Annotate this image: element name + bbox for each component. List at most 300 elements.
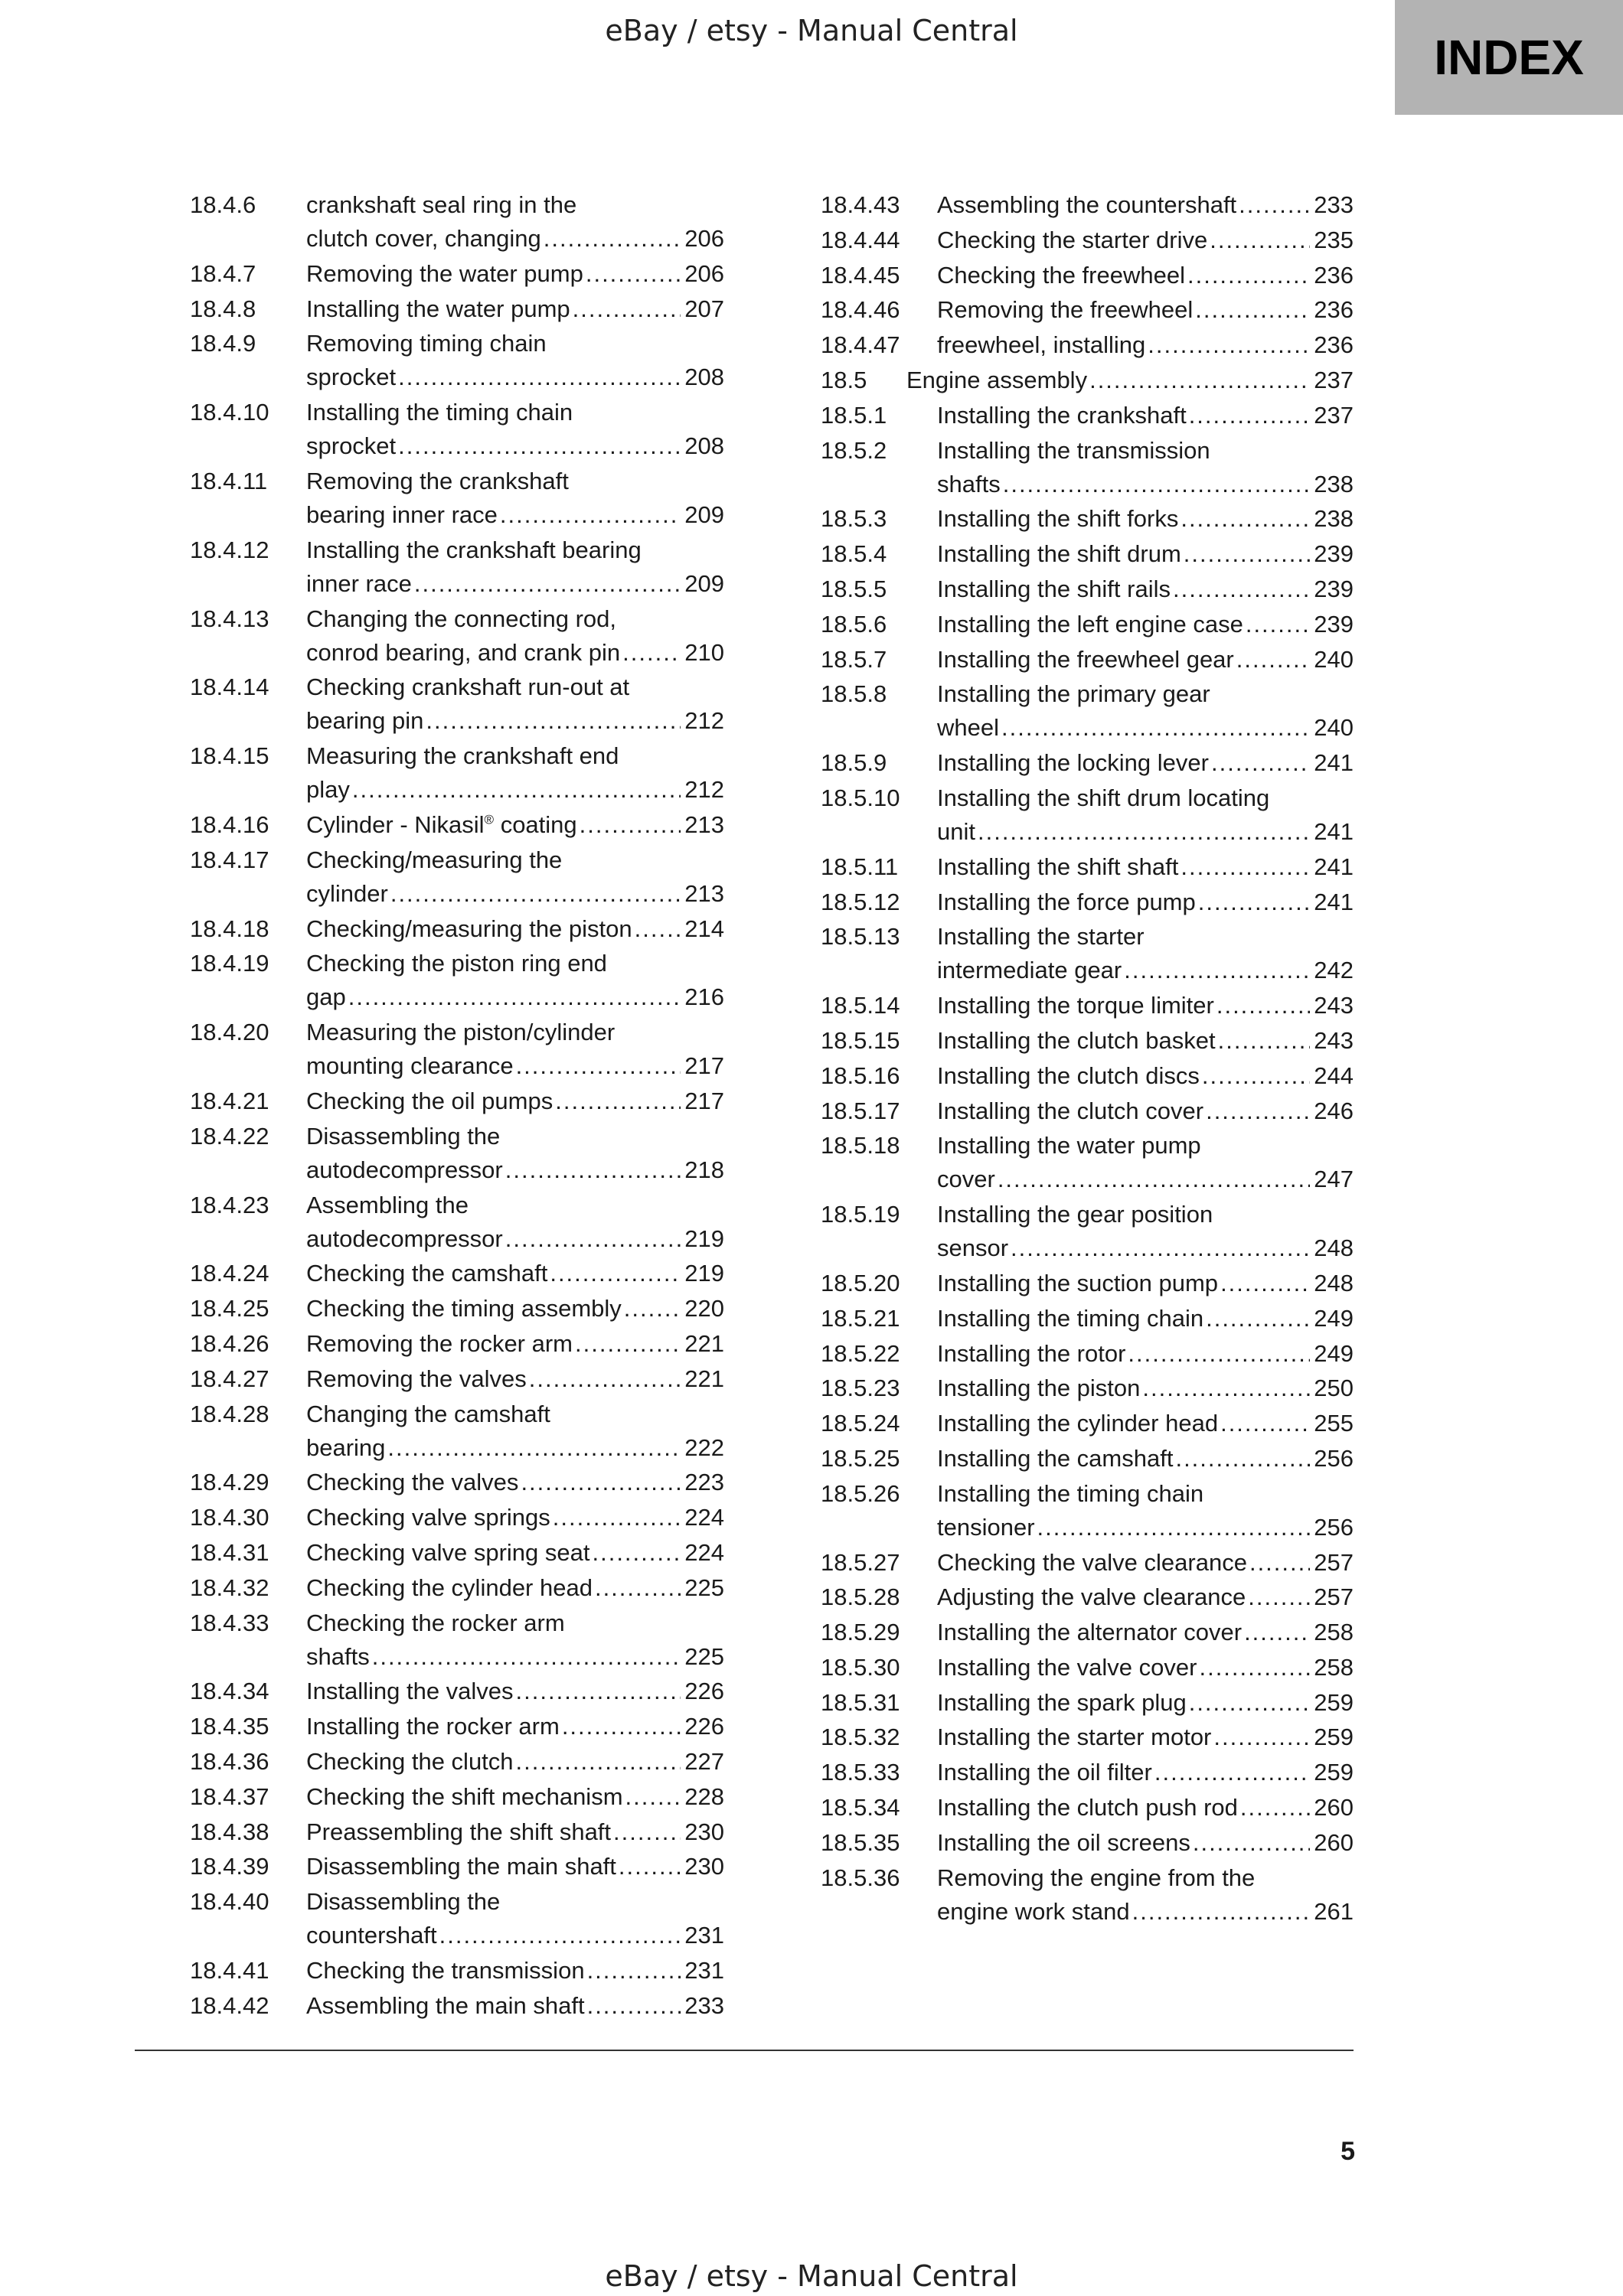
toc-entry[interactable] <box>821 1337 1354 1371</box>
toc-entry-line <box>937 1756 1354 1789</box>
toc-entry[interactable] <box>821 399 1354 432</box>
toc-entry-line <box>937 1231 1354 1265</box>
toc-entry-number: 18.4.42 <box>190 1991 269 2019</box>
toc-entry[interactable] <box>821 1580 1354 1614</box>
toc-entry-line <box>306 292 724 326</box>
toc-entry-text: Cylinder - Nikasil® coating <box>306 810 577 838</box>
toc-entry[interactable] <box>190 533 724 601</box>
toc-entry-number: 18.4.14 <box>190 673 269 701</box>
toc-entry[interactable] <box>190 1885 724 1952</box>
dot-leader <box>1249 1546 1310 1580</box>
toc-entry-title <box>937 1337 1354 1371</box>
dot-leader <box>439 1919 681 1952</box>
toc-entry[interactable] <box>190 1327 724 1361</box>
toc-entry-number: 18.5.2 <box>821 436 887 464</box>
toc-entry[interactable] <box>821 1198 1354 1265</box>
dot-leader <box>592 1536 681 1570</box>
toc-entry-number: 18.5.15 <box>821 1026 900 1054</box>
toc-entry-page: 249 <box>1314 1339 1354 1367</box>
toc-entry-number: 18.5.11 <box>821 853 899 880</box>
toc-entry-text: Checking the rocker arm <box>306 1609 565 1636</box>
dot-leader <box>580 808 681 842</box>
dot-leader <box>1244 1616 1310 1649</box>
dot-leader <box>516 1049 681 1083</box>
toc-entry-line <box>937 1442 1354 1476</box>
toc-entry[interactable] <box>190 1501 724 1534</box>
toc-entry-page: 233 <box>684 1991 724 2019</box>
toc-entry-title <box>306 1675 724 1708</box>
toc-entry-text: freewheel, installing <box>937 331 1146 359</box>
toc-entry-number: 18.5.27 <box>821 1548 900 1576</box>
toc-entry-text: Installing the oil filter <box>937 1759 1152 1786</box>
toc-entry-line <box>306 1954 724 1988</box>
toc-entry-title <box>937 537 1354 571</box>
toc-column-right <box>821 188 1354 1929</box>
toc-entry[interactable] <box>190 1954 724 1988</box>
toc-entry-text: unit <box>937 817 975 845</box>
toc-entry-page: 240 <box>1314 714 1354 742</box>
toc-entry[interactable] <box>190 843 724 911</box>
toc-entry-line <box>306 1850 724 1883</box>
toc-entry-line <box>306 567 724 601</box>
toc-entry-line <box>306 327 724 360</box>
toc-entry-text: inner race <box>306 569 412 597</box>
toc-entry-title <box>937 1442 1354 1476</box>
toc-entry[interactable] <box>821 989 1354 1022</box>
toc-entry-number: 18.5.21 <box>821 1304 900 1332</box>
toc-entry[interactable] <box>821 1477 1354 1544</box>
toc-entry-line <box>937 328 1354 362</box>
toc-entry[interactable] <box>190 1780 724 1814</box>
toc-entry-title <box>306 1397 724 1465</box>
dot-leader <box>586 257 681 291</box>
dot-leader <box>1132 1895 1311 1929</box>
toc-entry[interactable] <box>190 1675 724 1708</box>
toc-entry-text: Disassembling the <box>306 1122 501 1150</box>
toc-entry-title <box>306 1780 724 1814</box>
toc-entry-line <box>937 188 1354 222</box>
toc-entry-number: 18.4.29 <box>190 1469 269 1496</box>
toc-entry-line <box>937 537 1354 571</box>
toc-entry-text: Installing the oil screens <box>937 1828 1190 1856</box>
toc-entry-title <box>937 1198 1354 1265</box>
toc-entry-page: 214 <box>684 915 724 942</box>
toc-entry-page: 225 <box>684 1574 724 1601</box>
toc-entry[interactable] <box>821 850 1354 884</box>
toc-entry-number: 18.5.34 <box>821 1794 900 1821</box>
toc-entry-number: 18.4.47 <box>821 331 900 359</box>
toc-entry[interactable] <box>821 188 1354 222</box>
toc-entry-title <box>306 1710 724 1743</box>
toc-entry-title <box>306 533 724 601</box>
toc-entry[interactable] <box>821 572 1354 606</box>
dot-leader <box>555 1084 681 1118</box>
toc-entry-title <box>937 1407 1354 1440</box>
toc-entry-number: 18.5.20 <box>821 1269 900 1296</box>
toc-entry-line <box>306 257 724 291</box>
toc-entry-line <box>937 1720 1354 1754</box>
toc-entry-text: gap <box>306 983 346 1011</box>
toc-entry-line <box>937 677 1354 711</box>
toc-entry-line <box>937 608 1354 641</box>
toc-entry-title <box>937 1616 1354 1649</box>
dot-leader <box>1236 643 1311 677</box>
dot-leader <box>1202 1059 1310 1093</box>
toc-entry-page: 258 <box>1314 1653 1354 1681</box>
toc-entry-line <box>937 1129 1354 1163</box>
toc-entry[interactable] <box>190 1257 724 1290</box>
dot-leader <box>1011 1231 1310 1265</box>
toc-entry-page: 231 <box>684 1956 724 1984</box>
toc-entry-text: Installing the primary gear <box>937 680 1210 708</box>
toc-entry-title <box>937 1094 1354 1128</box>
toc-entry-text: Checking the valve clearance <box>937 1548 1247 1576</box>
toc-entry-text: Removing the rocker arm <box>306 1329 573 1357</box>
toc-entry[interactable] <box>190 396 724 463</box>
toc-entry-number: 18.4.31 <box>190 1538 269 1566</box>
toc-entry-number: 18.4.18 <box>190 915 269 942</box>
toc-entry-line <box>937 1198 1354 1231</box>
toc-entry-title <box>937 1546 1354 1580</box>
dot-leader <box>1189 1686 1311 1720</box>
toc-entry[interactable] <box>821 1059 1354 1093</box>
toc-entry-page: 227 <box>684 1747 724 1775</box>
toc-entry[interactable] <box>190 1989 724 2023</box>
toc-entry-text: Installing the clutch basket <box>937 1026 1216 1054</box>
dot-leader <box>505 1222 681 1256</box>
toc-entry-text: Installing the starter motor <box>937 1724 1212 1751</box>
dot-leader <box>1239 188 1310 222</box>
toc-entry[interactable] <box>821 1616 1354 1649</box>
toc-entry[interactable] <box>190 1815 724 1849</box>
toc-entry[interactable] <box>821 328 1354 362</box>
dot-leader <box>1211 746 1310 780</box>
toc-entry[interactable] <box>821 677 1354 745</box>
toc-entry-text: Removing timing chain <box>306 330 547 357</box>
toc-entry-page: 208 <box>684 432 724 460</box>
toc-entry-line <box>306 843 724 877</box>
toc-entry[interactable] <box>821 1546 1354 1580</box>
toc-entry-page: 220 <box>684 1295 724 1322</box>
footer-rule <box>135 2050 1354 2051</box>
toc-entry[interactable] <box>190 188 724 256</box>
toc-entry[interactable] <box>190 1536 724 1570</box>
toc-entry-text: Installing the shift drum <box>937 540 1181 568</box>
toc-entry-text: Installing the clutch push rod <box>937 1794 1238 1821</box>
dot-leader <box>1181 850 1310 884</box>
toc-entry-text: Installing the timing chain <box>937 1304 1204 1332</box>
toc-entry-text: shafts <box>937 470 1001 497</box>
dot-leader <box>1198 885 1311 919</box>
index-tab-label: INDEX <box>1434 30 1584 85</box>
toc-entry[interactable] <box>821 1302 1354 1336</box>
dot-leader <box>624 1292 681 1326</box>
toc-entry-line <box>937 1163 1354 1196</box>
toc-entry-text: Adjusting the valve clearance <box>937 1583 1246 1611</box>
toc-entry-page: 212 <box>684 707 724 735</box>
toc-entry-page: 219 <box>684 1260 724 1287</box>
toc-entry-number: 18.4.20 <box>190 1019 269 1046</box>
toc-entry[interactable] <box>190 947 724 1014</box>
toc-entry[interactable] <box>821 364 1354 397</box>
toc-entry[interactable] <box>190 808 724 842</box>
toc-entry[interactable] <box>821 1651 1354 1684</box>
toc-entry-line <box>937 1267 1354 1300</box>
toc-entry-text: Measuring the crankshaft end <box>306 742 619 770</box>
toc-entry[interactable] <box>821 1129 1354 1196</box>
toc-entry[interactable] <box>190 465 724 532</box>
dot-leader <box>1206 1094 1310 1128</box>
toc-entry-text: Removing the valves <box>306 1365 527 1392</box>
toc-entry[interactable] <box>821 223 1354 257</box>
toc-entry-text: autodecompressor <box>306 1225 503 1252</box>
toc-entry-title <box>937 781 1354 849</box>
toc-entry-text: Checking the camshaft <box>306 1260 548 1287</box>
toc-entry-title <box>306 1815 724 1849</box>
toc-entry-title <box>306 1850 724 1883</box>
toc-entry[interactable] <box>821 259 1354 292</box>
toc-entry-title <box>306 947 724 1014</box>
toc-entry[interactable] <box>821 1371 1354 1405</box>
toc-entry-number: 18.4.46 <box>821 296 900 324</box>
toc-entry-text: Installing the water pump <box>937 1132 1201 1159</box>
dot-leader <box>500 498 681 532</box>
toc-entry[interactable] <box>821 1686 1354 1720</box>
toc-entry-text: Disassembling the <box>306 1888 501 1916</box>
toc-entry-line <box>937 1024 1354 1058</box>
dot-leader <box>521 1466 681 1499</box>
toc-entry[interactable] <box>821 1024 1354 1058</box>
toc-entry-number: 18.5.30 <box>821 1653 900 1681</box>
toc-entry-number: 18.5.7 <box>821 645 887 673</box>
dot-leader <box>1175 1442 1310 1476</box>
index-tab[interactable] <box>1395 0 1623 115</box>
dot-leader <box>562 1710 681 1743</box>
watermark-bottom: eBay / etsy - Manual Central <box>605 2259 1018 2293</box>
toc-entry-page: 260 <box>1314 1828 1354 1856</box>
toc-entry-number: 18.4.39 <box>190 1853 269 1880</box>
toc-entry[interactable] <box>821 537 1354 571</box>
toc-entry-text: Checking crankshaft run-out at <box>306 673 630 701</box>
toc-entry-number: 18.5.28 <box>821 1583 900 1611</box>
toc-entry-line <box>937 1861 1354 1895</box>
toc-entry-number: 18.5.13 <box>821 923 900 951</box>
toc-entry-text: intermediate gear <box>937 957 1122 984</box>
toc-entry-text: Checking the oil pumps <box>306 1087 554 1114</box>
toc-entry[interactable] <box>821 1861 1354 1929</box>
toc-entry[interactable] <box>190 1292 724 1326</box>
toc-entry-line <box>306 1466 724 1499</box>
toc-entry-line <box>937 1546 1354 1580</box>
toc-entry-text: Installing the shift rails <box>937 575 1171 602</box>
toc-entry-text: countershaft <box>306 1922 437 1949</box>
toc-entry-line <box>306 1362 724 1396</box>
toc-entry[interactable] <box>190 1016 724 1083</box>
toc-entry-number: 18.4.13 <box>190 605 269 632</box>
toc-entry-number: 18.5.3 <box>821 505 887 533</box>
toc-entry[interactable] <box>821 1720 1354 1754</box>
toc-entry-page: 255 <box>1314 1410 1354 1437</box>
toc-entry-page: 238 <box>1314 470 1354 497</box>
toc-entry[interactable] <box>190 1362 724 1396</box>
toc-entry-title <box>306 257 724 291</box>
toc-entry-page: 225 <box>684 1642 724 1670</box>
toc-entry[interactable] <box>190 292 724 326</box>
toc-entry-line <box>306 602 724 636</box>
toc-entry[interactable] <box>190 1084 724 1118</box>
toc-entry-page: 213 <box>684 810 724 838</box>
dot-leader <box>587 1989 681 2023</box>
dot-leader <box>625 1780 681 1814</box>
toc-entry-text: Installing the valves <box>306 1678 514 1705</box>
toc-entry-number: 18.4.17 <box>190 846 269 873</box>
toc-entry-number: 18.5.8 <box>821 680 887 708</box>
dot-leader <box>387 1431 681 1465</box>
toc-entry[interactable] <box>821 920 1354 987</box>
toc-entry-text: Checking the piston ring end <box>306 950 607 977</box>
toc-entry-line <box>306 1016 724 1049</box>
toc-entry[interactable] <box>821 1826 1354 1860</box>
toc-entry-title <box>306 1501 724 1534</box>
toc-entry[interactable] <box>821 502 1354 536</box>
toc-entry-number: 18.5.24 <box>821 1410 900 1437</box>
toc-entry-number: 18.4.21 <box>190 1087 269 1114</box>
toc-entry-line <box>937 1407 1354 1440</box>
toc-entry[interactable] <box>821 608 1354 641</box>
toc-entry-page: 226 <box>684 1678 724 1705</box>
toc-entry-page: 216 <box>684 983 724 1011</box>
toc-entry-page: 222 <box>684 1433 724 1461</box>
toc-entry-number: 18.4.26 <box>190 1329 269 1357</box>
toc-entry-text: Disassembling the main shaft <box>306 1853 616 1880</box>
toc-entry[interactable] <box>821 434 1354 501</box>
toc-entry-title <box>306 1120 724 1187</box>
toc-entry-line <box>937 259 1354 292</box>
toc-entry-page: 237 <box>1314 366 1354 393</box>
toc-entry[interactable] <box>821 1442 1354 1476</box>
toc-entry[interactable] <box>190 602 724 670</box>
toc-entry-text: Assembling the countershaft <box>937 191 1237 218</box>
toc-entry-title <box>306 1292 724 1326</box>
toc-entry-page: 239 <box>1314 540 1354 568</box>
toc-entry-text: clutch cover, changing <box>306 225 541 252</box>
toc-entry-line <box>306 1327 724 1361</box>
toc-entry-text: Installing the cylinder head <box>937 1410 1219 1437</box>
toc-entry-number: 18.4.32 <box>190 1574 269 1601</box>
toc-entry[interactable] <box>821 643 1354 677</box>
toc-entry[interactable] <box>821 1407 1354 1440</box>
toc-entry[interactable] <box>821 885 1354 919</box>
toc-entry-title <box>906 364 1354 397</box>
toc-entry[interactable] <box>821 1094 1354 1128</box>
toc-entry-number: 18.5.14 <box>821 992 900 1019</box>
toc-entry[interactable] <box>821 293 1354 327</box>
toc-entry[interactable] <box>821 1791 1354 1825</box>
toc-entry-number: 18.5.36 <box>821 1864 900 1891</box>
toc-entry[interactable] <box>190 327 724 394</box>
toc-entry-text: Assembling the <box>306 1191 469 1218</box>
toc-entry[interactable] <box>190 1189 724 1256</box>
toc-entry[interactable] <box>821 1267 1354 1300</box>
toc-entry-title <box>937 1580 1354 1614</box>
toc-entry-line <box>937 1511 1354 1544</box>
toc-entry-text: Assembling the main shaft <box>306 1991 585 2019</box>
toc-entry-line <box>306 1153 724 1187</box>
toc-entry[interactable] <box>190 1850 724 1883</box>
toc-entry[interactable] <box>190 739 724 807</box>
toc-entry-title <box>306 396 724 463</box>
toc-entry-title <box>937 259 1354 292</box>
toc-entry-line <box>937 572 1354 606</box>
toc-entry-number: 18.4.35 <box>190 1713 269 1740</box>
toc-entry[interactable] <box>190 1397 724 1465</box>
toc-entry[interactable] <box>190 1571 724 1605</box>
toc-entry-number: 18.4.24 <box>190 1260 269 1287</box>
dot-leader <box>1248 1580 1310 1614</box>
toc-entry-text: Changing the camshaft <box>306 1400 550 1427</box>
toc-entry[interactable] <box>190 1745 724 1779</box>
dot-leader <box>1213 1720 1310 1754</box>
dot-leader <box>553 1501 681 1534</box>
dot-leader <box>1216 989 1310 1022</box>
toc-entry-title <box>937 223 1354 257</box>
toc-entry-number: 18.5.9 <box>821 749 887 777</box>
toc-entry-page: 241 <box>1314 749 1354 777</box>
toc-entry-number: 18.4.11 <box>190 467 268 494</box>
toc-entry-title <box>306 602 724 670</box>
toc-entry-text: shafts <box>306 1642 370 1670</box>
toc-entry[interactable] <box>190 1466 724 1499</box>
toc-entry-page: 257 <box>1314 1548 1354 1576</box>
toc-entry[interactable] <box>821 781 1354 849</box>
toc-entry[interactable] <box>190 1606 724 1674</box>
toc-entry-number: 18.4.41 <box>190 1956 269 1984</box>
toc-entry[interactable] <box>821 746 1354 780</box>
toc-entry-text: bearing inner race <box>306 501 498 528</box>
toc-entry-number: 18.4.7 <box>190 259 256 287</box>
toc-entry-line <box>306 396 724 429</box>
toc-entry-line <box>937 1302 1354 1336</box>
toc-entry-line <box>906 364 1354 397</box>
toc-entry[interactable] <box>190 1120 724 1187</box>
toc-entry[interactable] <box>190 257 724 291</box>
toc-entry-text: sprocket <box>306 432 397 460</box>
toc-entry[interactable] <box>821 1756 1354 1789</box>
toc-entry-page: 246 <box>1314 1097 1354 1124</box>
toc-entry-line <box>306 465 724 498</box>
toc-entry-number: 18.5.4 <box>821 540 887 568</box>
dot-leader <box>635 912 681 946</box>
toc-entry[interactable] <box>190 912 724 946</box>
dot-leader <box>1210 223 1310 257</box>
toc-entry-number: 18.4.25 <box>190 1295 269 1322</box>
toc-entry-line <box>306 1257 724 1290</box>
toc-entry[interactable] <box>190 670 724 738</box>
toc-entry-line <box>306 1431 724 1465</box>
toc-entry-page: 250 <box>1314 1375 1354 1402</box>
toc-entry-line <box>937 815 1354 849</box>
toc-entry-page: 256 <box>1314 1513 1354 1541</box>
watermark-top: eBay / etsy - Manual Central <box>605 14 1018 47</box>
toc-entry-text: bearing <box>306 1433 386 1461</box>
toc-entry-title <box>306 1536 724 1570</box>
toc-entry-page: 259 <box>1314 1759 1354 1786</box>
toc-entry[interactable] <box>190 1710 724 1743</box>
toc-entry-page: 208 <box>684 364 724 391</box>
toc-entry-title <box>937 1371 1354 1405</box>
toc-entry-page: 239 <box>1314 610 1354 638</box>
toc-entry-page: 209 <box>684 569 724 597</box>
